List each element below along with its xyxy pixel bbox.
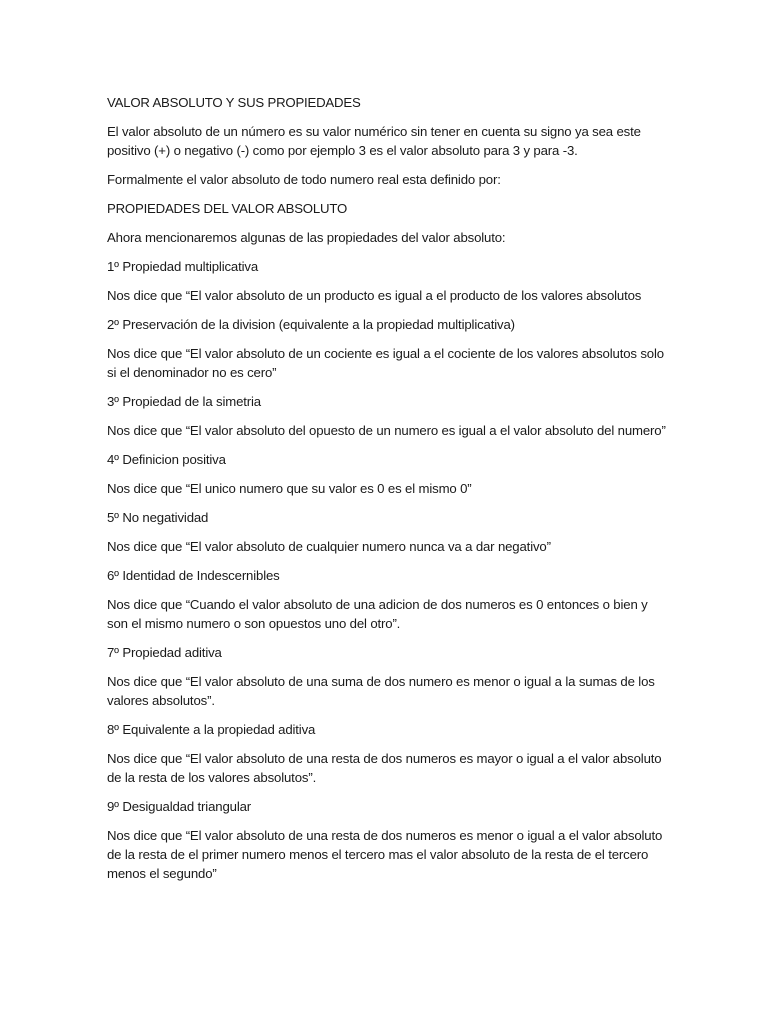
property-title: 6º Identidad de Indescernibles — [107, 568, 280, 583]
property-description: Nos dice que “El valor absoluto de una suma de dos numero es menor o igual a la sumas de los valores absolutos”. — [107, 674, 655, 708]
property-description: Nos dice que “Cuando el valor absoluto de una adicion de dos numeros es 0 entonces o bien y son el mismo numero o son opuestos uno del otro”. — [107, 597, 648, 631]
property-title: 4º Definicion positiva — [107, 452, 226, 467]
property-title: 8º Equivalente a la propiedad aditiva — [107, 722, 316, 737]
intro-paragraph: El valor absoluto de un número es su valor numérico sin tener en cuenta su signo ya sea este positivo (+) o negativo (-) como por ejemplo 3 es el valor absoluto para 3 y para -3. — [107, 124, 641, 158]
property-title: 2º Preservación de la division (equivalente a la propiedad multiplicativa) — [107, 317, 515, 332]
property-description: Nos dice que “El valor absoluto de un producto es igual a el producto de los valores absolutos — [107, 288, 642, 303]
property-description: Nos dice que “El valor absoluto de cualquier numero nunca va a dar negativo” — [107, 539, 551, 554]
property-description: Nos dice que “El valor absoluto de una resta de dos numeros es mayor o igual a el valor absoluto de la resta de los valores absolutos”. — [107, 751, 662, 785]
document-title: VALOR ABSOLUTO Y SUS PROPIEDADES — [107, 95, 361, 110]
property-title: 9º Desigualdad triangular — [107, 799, 252, 814]
property-description: Nos dice que “El valor absoluto de un cociente es igual a el cociente de los valores absolutos solo si el denominador no es cero” — [107, 346, 664, 380]
property-title: 1º Propiedad multiplicativa — [107, 259, 259, 274]
property-description: Nos dice que “El unico numero que su valor es 0 es el mismo 0” — [107, 481, 472, 496]
properties-intro-paragraph: Ahora mencionaremos algunas de las propiedades del valor absoluto: — [107, 230, 506, 245]
document-body — [107, 93, 667, 893]
formal-definition-paragraph: Formalmente el valor absoluto de todo numero real esta definido por: — [107, 172, 501, 187]
property-description: Nos dice que “El valor absoluto de una resta de dos numeros es menor o igual a el valor absoluto de la resta de el primer numero menos el tercero mas el valor absoluto de la resta de el tercero menos el segundo” — [107, 828, 663, 881]
property-description: Nos dice que “El valor absoluto del opuesto de un numero es igual a el valor absoluto del numero” — [107, 423, 666, 438]
properties-heading: PROPIEDADES DEL VALOR ABSOLUTO — [107, 201, 348, 216]
property-title: 7º Propiedad aditiva — [107, 645, 222, 660]
property-title: 5º No negatividad — [107, 510, 209, 525]
property-title: 3º Propiedad de la simetria — [107, 394, 261, 409]
